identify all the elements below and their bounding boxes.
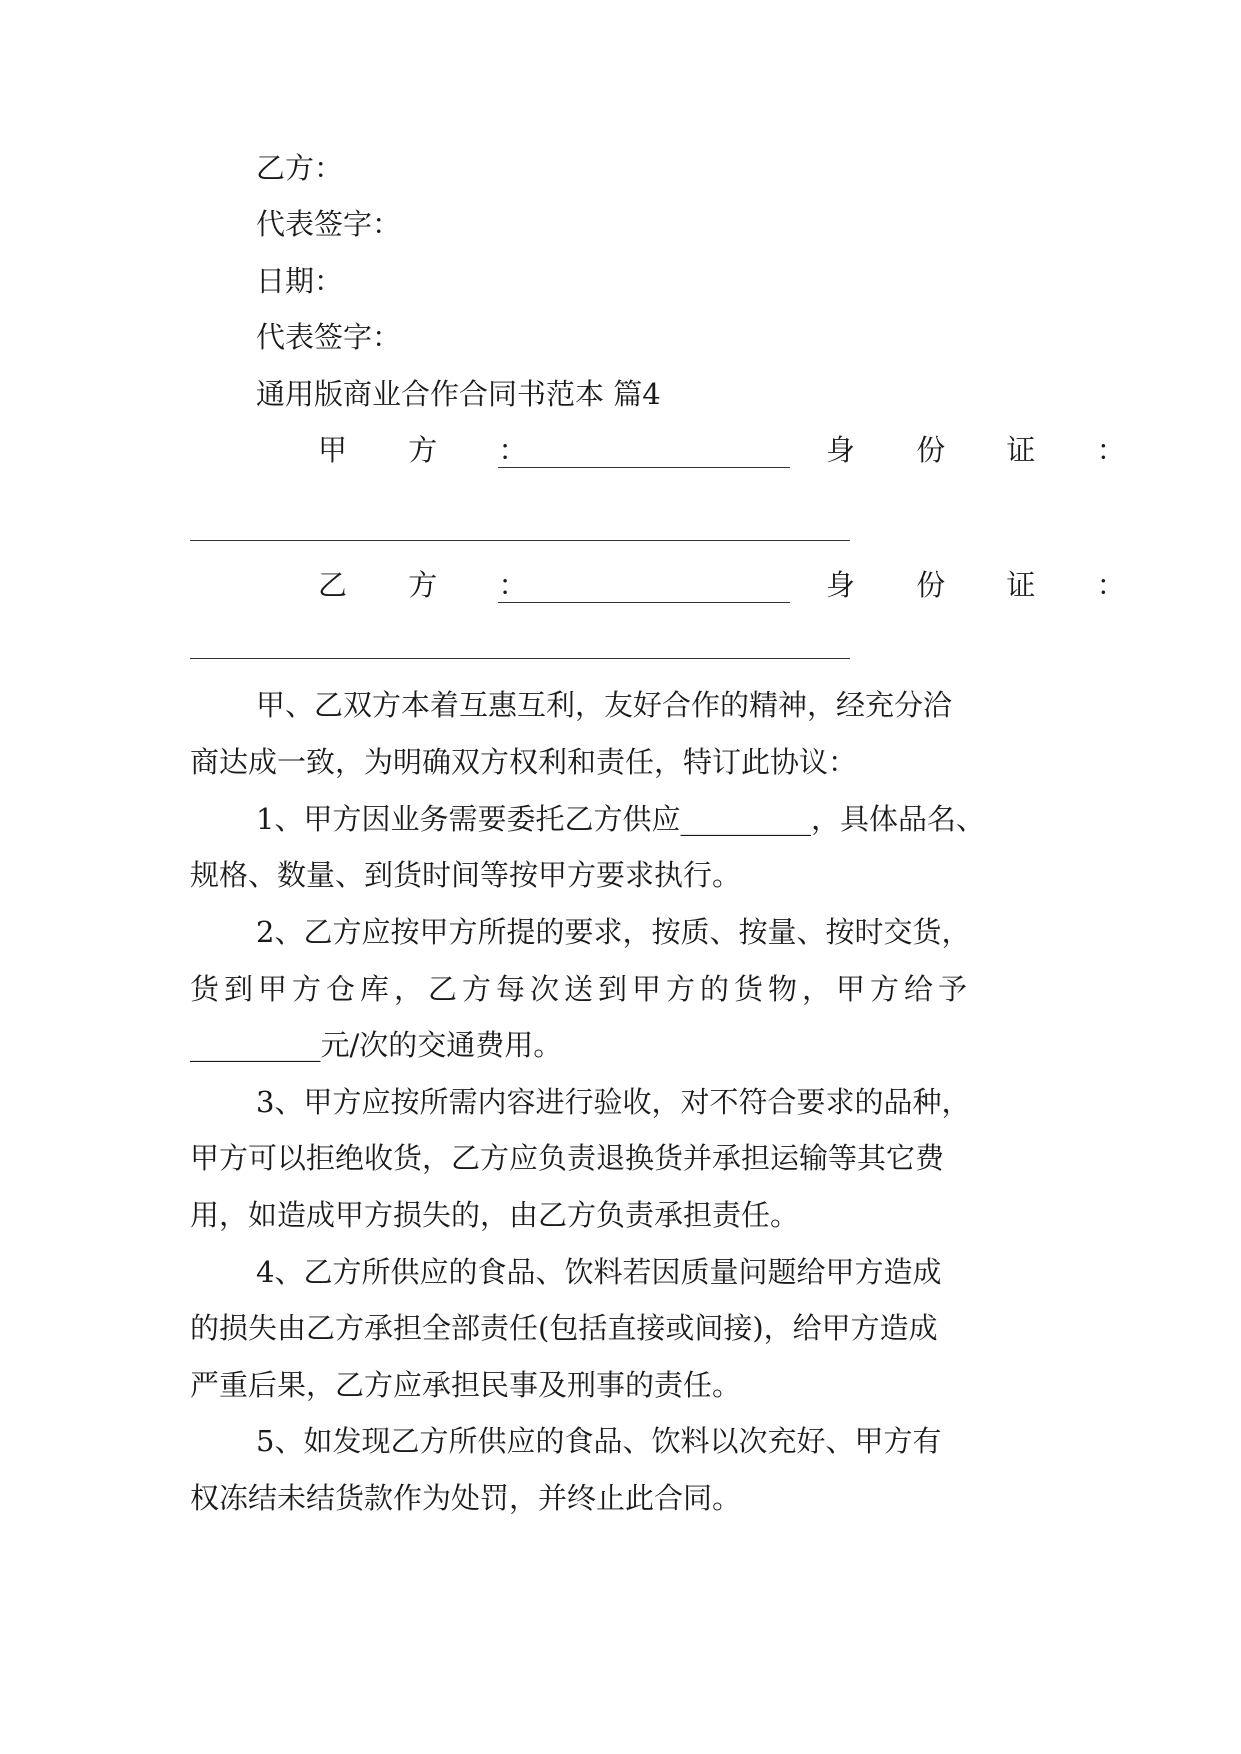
section-title: 通用版商业合作合同书范本 篇4 [256, 377, 661, 411]
party-b-id-blank [190, 658, 850, 659]
clause-3-line: 3、甲方应按所需内容进行验收，对不符合要求的品种， [256, 1085, 971, 1119]
intro-paragraph-line: 商达成一致，为明确双方权利和责任，特订此协议： [190, 745, 858, 779]
clause-5-line: 5、如发现乙方所供应的食品、饮料以次充好、甲方有 [256, 1424, 942, 1458]
representative-signature-label: 代表签字： [256, 207, 402, 241]
clause-1-line: 规格、数量、到货时间等按甲方要求执行。 [190, 858, 742, 892]
party-b-label: 乙 方 ： [318, 568, 554, 602]
party-a-name-blank [498, 467, 790, 468]
clause-1-line: 1、甲方因业务需要委托乙方供应_________，具体品名、 [256, 802, 985, 836]
party-a-id-label: 身 份 证 ： [826, 433, 1152, 467]
party-b-name-blank [498, 602, 790, 603]
party-b-id-label: 身 份 证 ： [826, 568, 1152, 602]
intro-paragraph-line: 甲、乙双方本着互惠互利，友好合作的精神，经充分洽 [256, 688, 953, 722]
date-label: 日期： [256, 264, 344, 298]
clause-2-line: _________元/次的交通费用。 [190, 1028, 563, 1062]
clause-5-line: 权冻结未结货款作为处罚，并终止此合同。 [190, 1481, 742, 1515]
clause-4-line: 的损失由乙方承担全部责任(包括直接或间接)，给甲方造成 [190, 1311, 938, 1345]
party-b-signature-label: 乙方： [256, 151, 344, 185]
clause-4-line: 4、乙方所供应的食品、饮料若因质量问题给甲方造成 [256, 1255, 942, 1289]
party-a-label: 甲 方 ： [318, 433, 554, 467]
party-a-id-blank [190, 540, 850, 541]
clause-2-line: 货到甲方仓库，乙方每次送到甲方的货物，甲方给予 [190, 972, 973, 1006]
clause-4-line: 严重后果，乙方应承担民事及刑事的责任。 [190, 1368, 742, 1402]
clause-3-line: 甲方可以拒绝收货，乙方应负责退换货并承担运输等其它费 [190, 1141, 945, 1175]
clause-3-line: 用，如造成甲方损失的，由乙方负责承担责任。 [190, 1198, 800, 1232]
representative-signature-label: 代表签字： [256, 320, 402, 354]
clause-2-line: 2、乙方应按甲方所提的要求，按质、按量、按时交货， [256, 915, 971, 949]
